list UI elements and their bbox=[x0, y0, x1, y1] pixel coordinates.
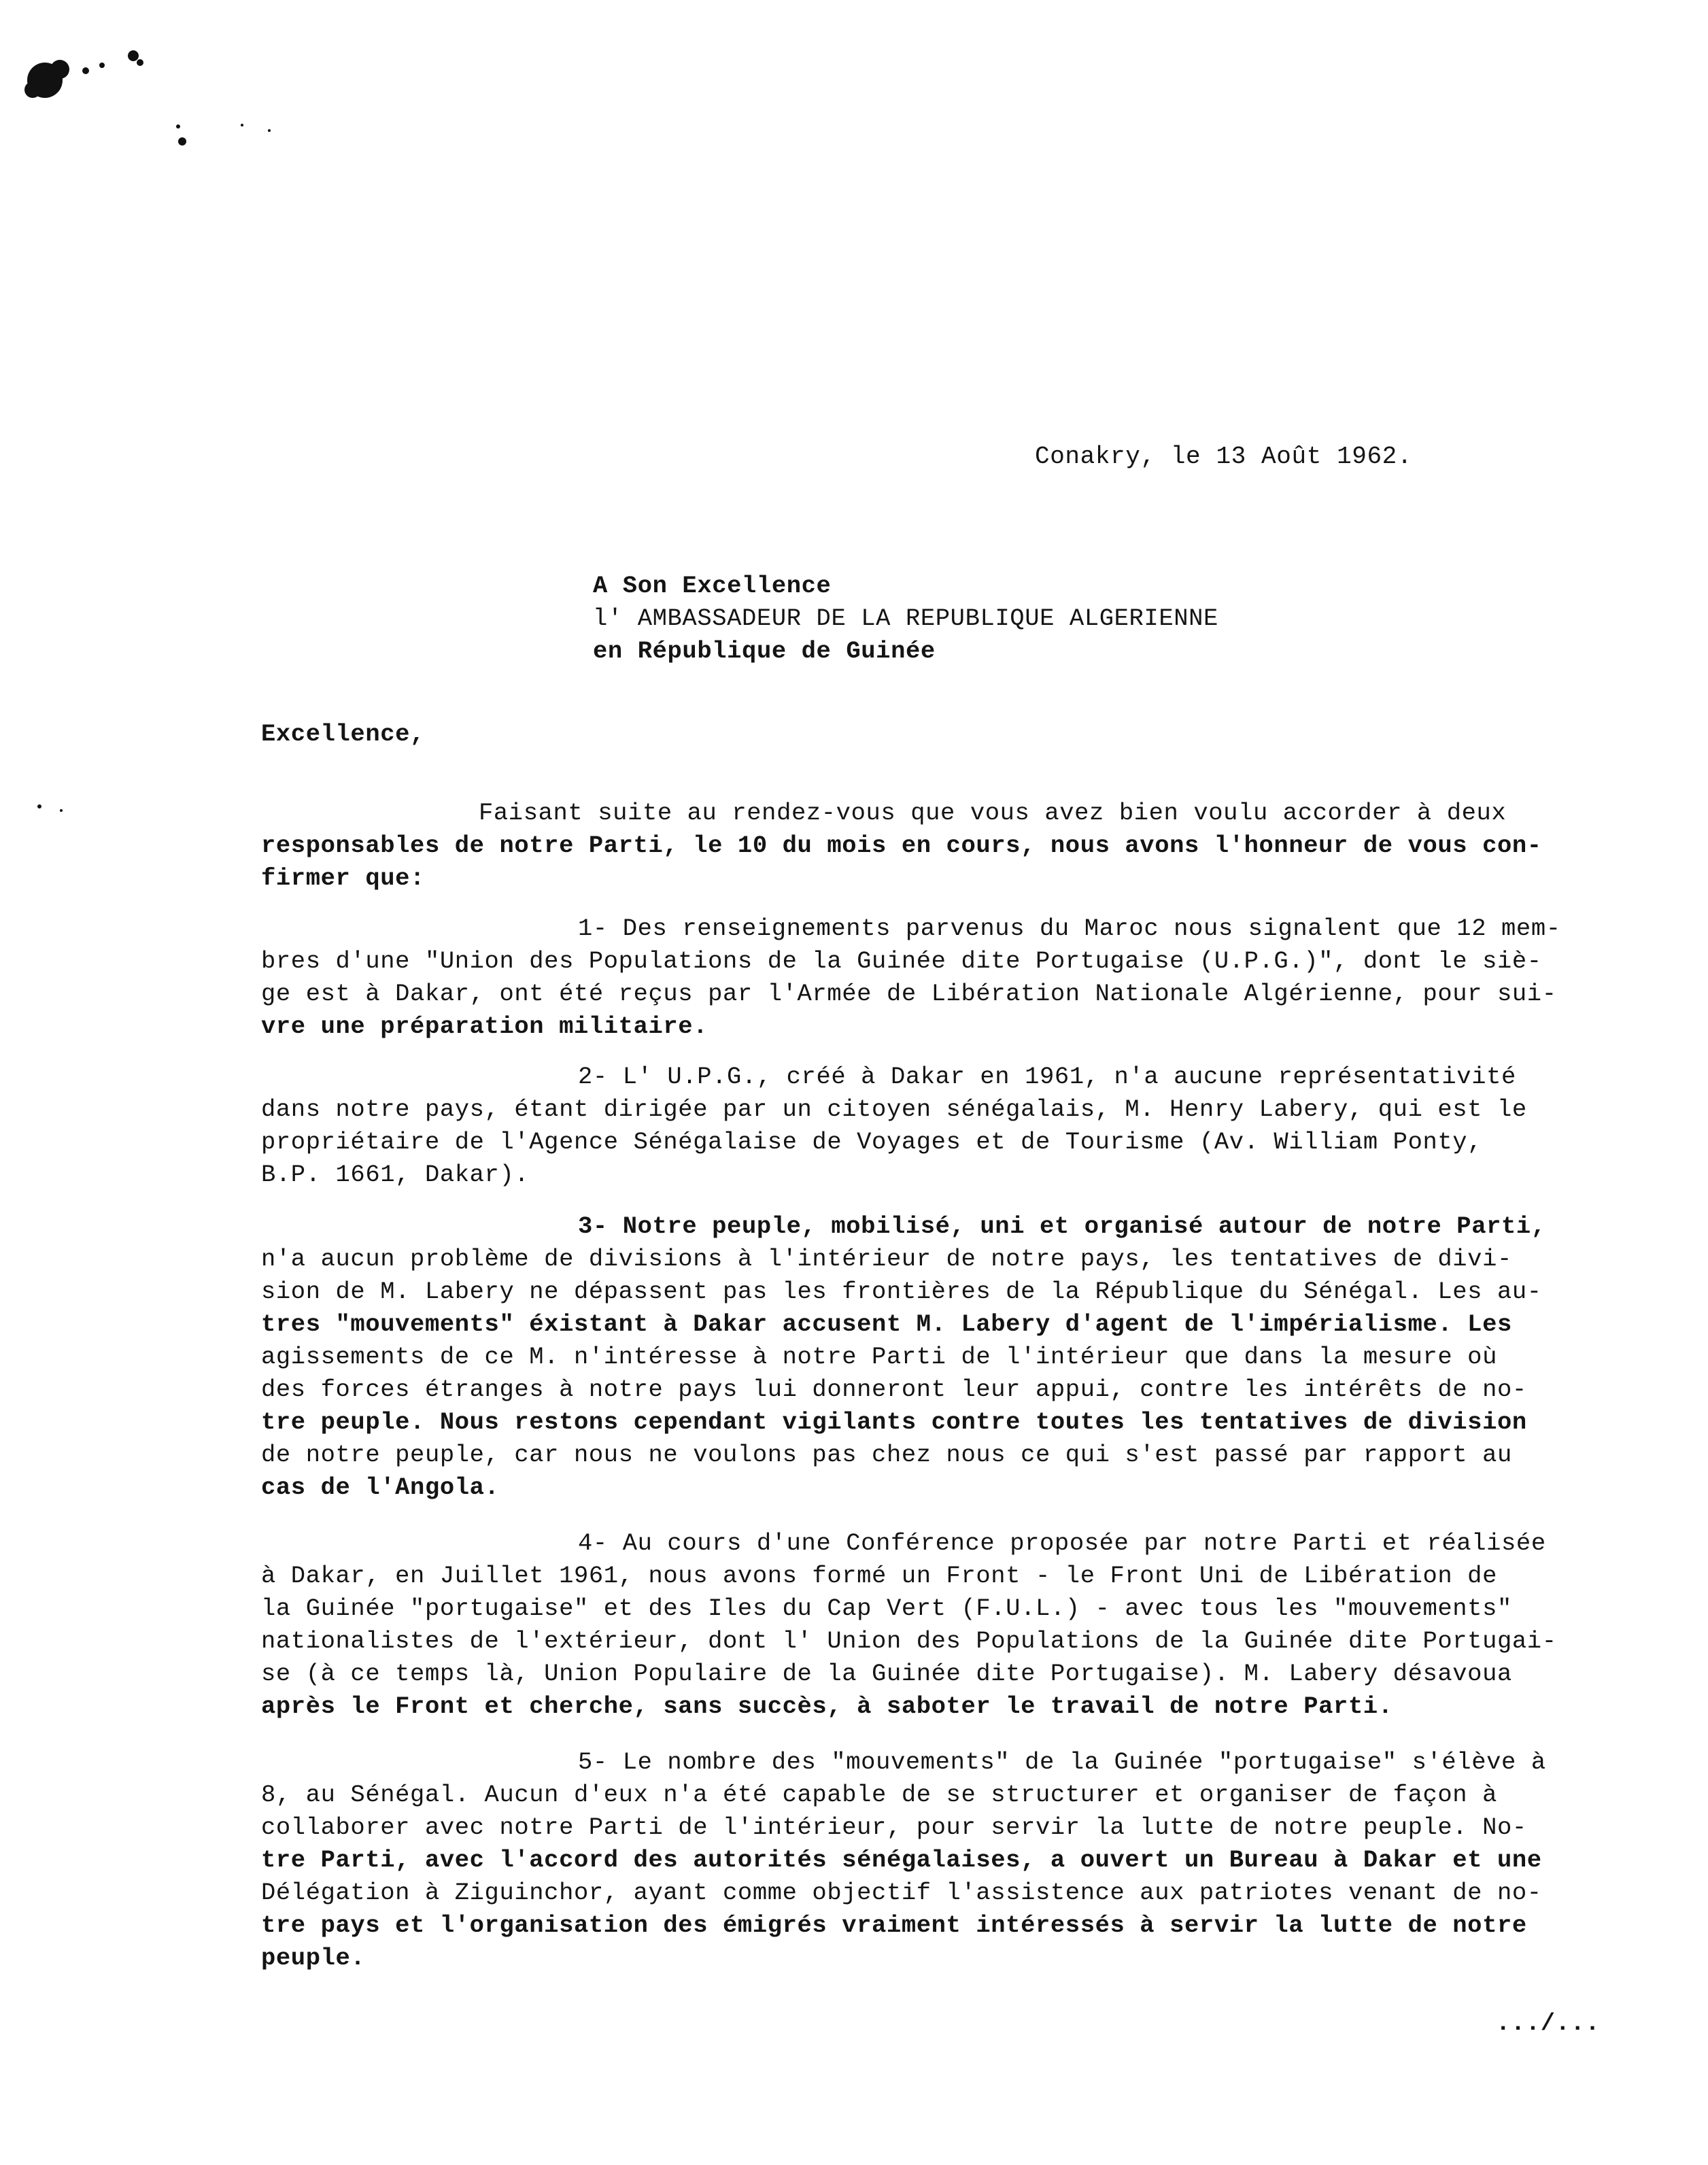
paragraph-line: tre Parti, avec l'accord des autorités sénégalaises, a ouvert un Bureau à Dakar et une bbox=[261, 1846, 1542, 1874]
paragraph-line: bres d'une "Union des Populations de la Guinée dite Portugaise (U.P.G.)", dont le siè- bbox=[261, 947, 1542, 975]
paragraph-line: tres "mouvements" éxistant à Dakar accusent M. Labery d'agent de l'impérialisme. Les bbox=[261, 1310, 1512, 1338]
paragraph-line: B.P. 1661, Dakar). bbox=[261, 1161, 530, 1189]
paragraph-line: firmer que: bbox=[261, 864, 425, 892]
letter-date: Conakry, le 13 Août 1962. bbox=[1035, 443, 1413, 471]
paragraph-line: agissements de ce M. n'intéresse à notre Parti de l'intérieur que dans la mesure où bbox=[261, 1343, 1497, 1371]
continuation-mark: .../... bbox=[1496, 2009, 1601, 2037]
paragraph-line: sion de M. Labery ne dépassent pas les frontières de la République du Sénégal. Les au- bbox=[261, 1278, 1542, 1306]
paragraph-line: responsables de notre Parti, le 10 du mois en cours, nous avons l'honneur de vous con- bbox=[261, 832, 1542, 859]
paragraph-line: se (à ce temps là, Union Populaire de la Guinée dite Portugaise). M. Labery désavoua bbox=[261, 1660, 1512, 1688]
paragraph-line: après le Front et cherche, sans succès, à saboter le travail de notre Parti. bbox=[261, 1692, 1393, 1720]
paragraph-line: ge est à Dakar, ont été reçus par l'Armée de Libération Nationale Algérienne, pour sui- bbox=[261, 980, 1557, 1008]
paragraph-line: tre peuple. Nous restons cependant vigilants contre toutes les tentatives de division bbox=[261, 1408, 1527, 1436]
address-line: A Son Excellence bbox=[593, 572, 832, 600]
address-line: l' AMBASSADEUR DE LA REPUBLIQUE ALGERIENNE bbox=[593, 604, 1218, 632]
paragraph-line: 2- L' U.P.G., créé à Dakar en 1961, n'a aucune représentativité bbox=[578, 1063, 1516, 1091]
paragraph-line: Faisant suite au rendez-vous que vous avez bien voulu accorder à deux bbox=[479, 799, 1507, 827]
paragraph-line: peuple. bbox=[261, 1944, 366, 1972]
paragraph-line: 5- Le nombre des "mouvements" de la Guinée "portugaise" s'élève à bbox=[578, 1748, 1546, 1776]
paragraph-line: 1- Des renseignements parvenus du Maroc nous signalent que 12 mem- bbox=[578, 915, 1561, 942]
paragraph-line: à Dakar, en Juillet 1961, nous avons formé un Front - le Front Uni de Libération de bbox=[261, 1562, 1497, 1590]
paragraph-line: des forces étranges à notre pays lui donneront leur appui, contre les intérêts de no- bbox=[261, 1376, 1527, 1403]
paragraph-line: de notre peuple, car nous ne voulons pas chez nous ce qui s'est passé par rapport au bbox=[261, 1441, 1512, 1469]
paragraph-line: 8, au Sénégal. Aucun d'eux n'a été capable de se structurer et organiser de façon à bbox=[261, 1781, 1497, 1809]
paragraph-line: tre pays et l'organisation des émigrés vraiment intéressés à servir la lutte de notre bbox=[261, 1911, 1527, 1939]
paragraph-line: dans notre pays, étant dirigée par un citoyen sénégalais, M. Henry Labery, qui est le bbox=[261, 1095, 1527, 1123]
salutation: Excellence, bbox=[261, 720, 425, 748]
paragraph-line: cas de l'Angola. bbox=[261, 1473, 500, 1501]
paragraph-line: la Guinée "portugaise" et des Iles du Cap Vert (F.U.L.) - avec tous les "mouvements" bbox=[261, 1595, 1512, 1622]
paragraph-line: Délégation à Ziguinchor, ayant comme objectif l'assistence aux patriotes venant de no- bbox=[261, 1879, 1542, 1907]
paragraph-line: 3- Notre peuple, mobilisé, uni et organisé autour de notre Parti, bbox=[578, 1212, 1546, 1240]
paragraph-line: n'a aucun problème de divisions à l'intérieur de notre pays, les tentatives de divi- bbox=[261, 1245, 1512, 1273]
paragraph-line: vre une préparation militaire. bbox=[261, 1012, 708, 1040]
paragraph-line: propriétaire de l'Agence Sénégalaise de Voyages et de Tourisme (Av. William Ponty, bbox=[261, 1128, 1483, 1156]
paragraph-line: 4- Au cours d'une Conférence proposée par notre Parti et réalisée bbox=[578, 1529, 1546, 1557]
paragraph-line: nationalistes de l'extérieur, dont l' Union des Populations de la Guinée dite Portugai- bbox=[261, 1627, 1557, 1655]
address-line: en République de Guinée bbox=[593, 637, 936, 665]
paragraph-line: collaborer avec notre Parti de l'intérieur, pour servir la lutte de notre peuple. No- bbox=[261, 1813, 1527, 1841]
